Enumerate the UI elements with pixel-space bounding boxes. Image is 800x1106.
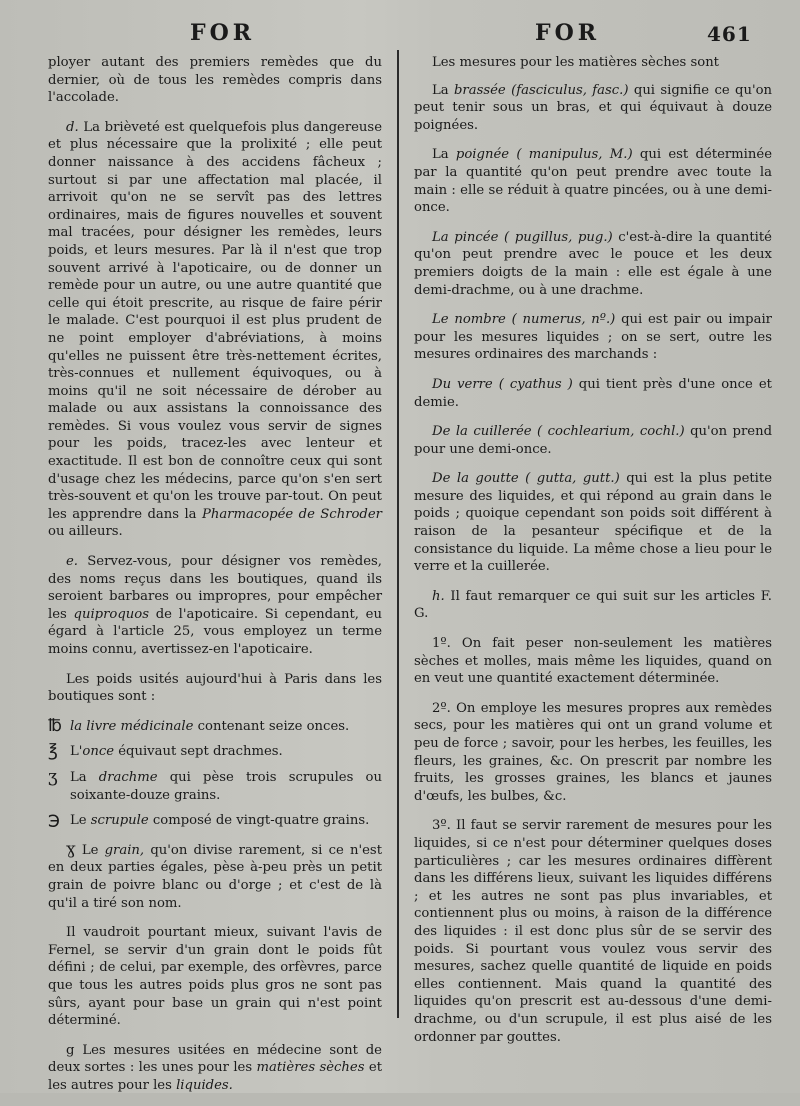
paragraph-text: de l'apoticaire. Si cependant, eu égard à l'article 25, vous employez un terme moins connu, avertissez-en l'apoticaire. bbox=[48, 606, 382, 657]
italic-term: matières sèches bbox=[256, 1060, 365, 1076]
paragraph-text: La brièveté est quelquefois plus dangereuse et plus nécessaire que la prolixité ; elle peut donner naissance à des accidens fâcheux ; surtout si par une affectation mal placée, il arrivoit qu'on ne se servît pas des lettres ordinaires, mais de figures nouvelles et souvent mal tracées, pour désigner les remèdes, leurs poids, et leurs mesures. Par là il n'est que trop souvent arrivé à l'apoticaire, ou de donner un remède pour un autre, ou une autre quantité que celle qui étoit prescrite, au risque de faire périr le malade. C'est pourquoi il est plus prudent de ne point employer d'abréviations, à moins qu'elles ne puissent être très-nettement écrites, très-connues et nullement équivoques, ou à moins qu'il ne soit nécessaire de dérober au malade ou aux assistans la connoissance des remèdes. Si vous voulez vous servir de signes pour les poids, tracez-les avec lenteur et exactitude. Il est bon de connoître ceux qui sont d'usage chez les médecins, parce qu'on s'en sert très-souvent et qu'on les trouve par-tout. On peut les apprendre dans la bbox=[48, 119, 382, 522]
paragraph-mark: 2º. bbox=[432, 700, 451, 716]
italic-term: grain, bbox=[104, 842, 145, 858]
weight-item-scrupule bbox=[48, 812, 382, 830]
page-number: 461 bbox=[707, 22, 752, 46]
italic-term: once bbox=[82, 744, 115, 760]
paragraph-1 bbox=[414, 635, 772, 688]
weight-item-once bbox=[48, 743, 382, 761]
paragraph-mark: h. bbox=[432, 588, 445, 604]
weight-text bbox=[70, 769, 382, 804]
paragraph-text: qui est pair ou impair pour les mesures liquides ; on se sert, outre les mesures ordinaires des marchands : bbox=[414, 312, 772, 363]
header-left: FOR bbox=[190, 20, 256, 46]
italic-term: poignée bbox=[455, 147, 510, 163]
book-title: Pharmacopée de Schroder bbox=[201, 506, 382, 522]
drachm-symbol-icon: ʒ bbox=[48, 766, 58, 787]
paragraph-text: qui signifie ce qu'on peut tenir sous un bras, et qui équivaut à douze poignées. bbox=[414, 82, 773, 133]
paragraph-2 bbox=[414, 700, 772, 806]
pound-symbol-icon: ℔ bbox=[48, 715, 62, 736]
paragraph-text: Il faut se servir rarement de mesures pour les liquides, si ce n'est pour déterminer quelques doses particulières ; car les mesures ordinaires diffèrent dans les différens lieux, suivant les liquides différens ; et les autres ne sont pas plus invariables, et contiennent plus ou moins, à raison de la différence des liquides : il est donc plus sûr de se servir des poids. Si pourtant vous voulez vous servir des mesures, sachez quelle quantité de liquide en poids elles contiennent. Mais quand la quantité des liquides qu'on prescrit est au-dessous d'une demi-drachme, ou d'un scrupule, il est plus aisé de les ordonner par gouttes. bbox=[414, 818, 772, 1045]
weight-text bbox=[70, 718, 382, 736]
ounce-symbol-icon: ℥ bbox=[48, 741, 58, 762]
running-header bbox=[0, 20, 800, 50]
italic-term: liquides. bbox=[176, 1077, 233, 1093]
italic-term: drachme bbox=[98, 769, 158, 785]
paragraph-e bbox=[48, 553, 382, 659]
paragraph-cuilleree bbox=[414, 423, 772, 458]
paragraph-grain bbox=[48, 840, 382, 912]
paragraph-dry-measures: Les mesures pour les matières sèches sont bbox=[432, 55, 719, 70]
weight-text bbox=[70, 812, 382, 830]
paragraph-text: qui tient près d'une once et demie. bbox=[414, 376, 772, 410]
right-column bbox=[414, 54, 772, 1058]
paragraph-d bbox=[48, 119, 382, 541]
weight-pre: Le bbox=[70, 813, 87, 829]
latin-term: ( cochlearium, cochl.) bbox=[537, 424, 685, 440]
paragraph-text: La bbox=[432, 82, 449, 98]
paragraph-fernel: Il vaudroit pourtant mieux, suivant l'avis de Fernel, se servir d'un grain dont le poids fût défini ; de celui, par exemple, des orfèvres, parce que tous les autres poids plus gros ne sont pas sûrs, ayant pour base un grain qui n'est point déterminé. bbox=[48, 925, 382, 1029]
italic-term: brassée bbox=[453, 82, 506, 98]
column-divider bbox=[397, 50, 399, 1018]
paragraph-mark: d. bbox=[66, 119, 79, 135]
paragraph-goutte bbox=[414, 470, 772, 576]
paragraph-text: Servez-vous, pour désigner vos remèdes, des noms reçus dans les boutiques, quand ils seroient barbares ou impropres, pour empêcher les bbox=[48, 554, 382, 622]
italic-term: quiproquos bbox=[73, 606, 149, 622]
paragraph-text: La bbox=[432, 147, 449, 163]
weight-desc: composé de vingt-quatre grains. bbox=[152, 813, 370, 829]
paragraph-text: Le bbox=[81, 842, 99, 858]
paragraph-continuation: ployer autant des premiers remèdes que du dernier, où de tous les remèdes compris dans l'accolade. bbox=[48, 55, 382, 106]
scruple-symbol-icon: ℈ bbox=[48, 810, 60, 831]
paragraph-poignee bbox=[414, 146, 772, 216]
weight-desc: qui pèse trois scrupules ou soixante-douze grains. bbox=[70, 769, 382, 803]
paragraph-text: qui est déterminée par la quantité qu'on peut prendre avec toute la main : elle se réduit à quatre pincées, ou à une demi-once. bbox=[414, 147, 772, 216]
latin-term: ( cyathus ) bbox=[498, 376, 573, 392]
paragraph-text: qu'on divise rarement, si ce n'est en deux parties égales, pèse à-peu près un petit grain de poivre blanc ou d'orge ; et c'est de là qu'il a tiré son nom. bbox=[48, 842, 382, 911]
paragraph-text: qui est la plus petite mesure des liquides, et qui répond au grain dans le poids ; quoique cependant son poids soit différent à raison de la pesanteur spécifique et de la consistance du liquide. La même chose a lieu pour le verre et la cuillerée. bbox=[414, 471, 772, 575]
italic-term: scrupule bbox=[90, 813, 149, 829]
paragraph-text: Il faut remarquer ce qui suit sur les articles F. G. bbox=[414, 588, 772, 622]
paragraph-h bbox=[414, 588, 772, 623]
latin-term: ( numerus, nº.) bbox=[511, 312, 616, 328]
paragraph-3 bbox=[414, 817, 772, 1046]
latin-term: ( gutta, gutt.) bbox=[525, 471, 620, 487]
latin-term: ( pugillus, pug.) bbox=[504, 229, 613, 245]
paragraph-mark: e. bbox=[66, 554, 78, 570]
paragraph-weights-intro: Les poids usités aujourd'hui à Paris dans les boutiques sont : bbox=[48, 671, 382, 705]
weight-text bbox=[70, 743, 382, 761]
paragraph-mark: 1º. bbox=[432, 636, 451, 652]
paragraph-text: ou ailleurs. bbox=[48, 524, 123, 540]
left-column bbox=[48, 54, 382, 1106]
header-right: FOR bbox=[535, 20, 601, 46]
italic-term: Le nombre bbox=[432, 312, 506, 328]
weight-pre: La bbox=[70, 769, 87, 785]
paragraph-g bbox=[48, 1042, 382, 1095]
paragraph-text: On employe les mesures propres aux remèdes secs, pour les matières qui ont un grand volume et peu de force ; savoir, pour les herbes, les feuilles, les fleurs, les graines, &c. On prescrit par nombre les fruits, les grosses graines, les blancs et jaunes d'œufs, les bulbes, &c. bbox=[414, 700, 772, 804]
italic-term: la livre médicinale bbox=[70, 718, 194, 734]
weight-desc: équivaut sept drachmes. bbox=[118, 744, 283, 760]
italic-term: Du verre bbox=[432, 376, 493, 392]
paragraph-brassee bbox=[414, 82, 772, 135]
paragraph-nombre bbox=[414, 311, 772, 364]
grain-symbol-icon: ɣ bbox=[66, 838, 76, 858]
paragraph-text: qu'on prend pour une demi-once. bbox=[414, 424, 773, 457]
weight-pre: L' bbox=[70, 744, 83, 760]
latin-term: ( manipulus, M.) bbox=[516, 147, 633, 163]
paragraph-text: c'est-à-dire la quantité qu'on peut prendre avec le pouce et les deux premiers doigts de la main : elle est égale à une demi-drachme, ou à une drachme. bbox=[414, 229, 772, 298]
italic-term: La pincée bbox=[432, 229, 499, 245]
paragraph-text: Les mesures usitées en médecine sont de deux sortes : les unes pour les bbox=[48, 1042, 382, 1076]
paragraph-text: On fait peser non-seulement les matières sèches et molles, mais même les liquides, quand on en veut une quantité exactement déterminée. bbox=[414, 636, 772, 687]
italic-term: De la goutte bbox=[432, 471, 519, 487]
weight-desc: contenant seize onces. bbox=[197, 718, 350, 734]
paragraph-mark: g bbox=[66, 1042, 75, 1058]
paragraph-text: et les autres pour les bbox=[48, 1060, 382, 1093]
latin-term: (fasciculus, fasc.) bbox=[511, 82, 629, 98]
paragraph-mark: 3º. bbox=[432, 818, 451, 834]
italic-term: De la cuillerée bbox=[432, 424, 532, 440]
weight-item-livre bbox=[48, 715, 382, 736]
paragraph-pincee bbox=[414, 229, 772, 299]
weight-item-drachme bbox=[48, 766, 382, 804]
paragraph-verre bbox=[414, 376, 772, 411]
